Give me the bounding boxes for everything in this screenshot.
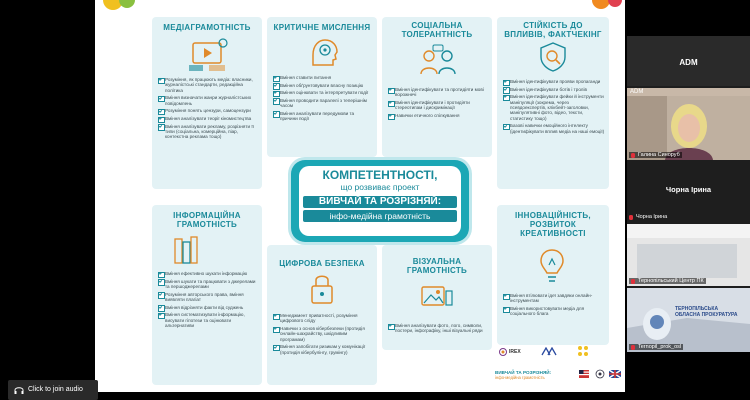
bullet: Вміння ідентифікувати та протидіяти мові ворожнечі <box>388 87 488 98</box>
bullet: Вміння проводити паралелі з теперішнім часом <box>273 98 373 109</box>
center-badge <box>291 160 469 242</box>
building-sign <box>675 306 738 318</box>
bullet: Вміння аналізувати рекламу, розрізняти її типи (соціальна, комерційна, пiар, контекстна реклама тощо) <box>158 124 258 140</box>
bullet: Вміння шукати та працювати з джерелами та першоджерелами <box>158 279 258 290</box>
participant-name-label <box>629 214 667 220</box>
tile-critical-thinking <box>267 17 377 157</box>
bullet: Розуміння, як працюють медіа: власники, журналістські стандарти, редакційна політика <box>158 77 258 93</box>
tile-title: МЕДІАГРАМОТНІСТЬ <box>163 23 251 32</box>
bullet: Вміння ідентифікувати фейки й інструменти маніпуляції (зокрема, через псевдоекспертів, клікбейт-заголовки, маніпулятивні фото, відео, тексти, статистику тощо) <box>503 94 605 121</box>
tile-innovation-creativity <box>497 205 609 345</box>
participant-name-label <box>629 152 682 158</box>
participant-name: Чорна Ірина <box>636 214 668 220</box>
center-project-tagline: інфо-медійна грамотність <box>303 210 457 222</box>
tile-media-literacy <box>152 17 262 189</box>
tile-title: ВІЗУАЛЬНА ГРАМОТНІСТЬ <box>406 257 468 275</box>
lightbulb-icon <box>537 247 567 285</box>
bullet: Менеджмент приватності, розуміння цифрового сліду <box>273 313 373 324</box>
padlock-icon <box>307 271 337 307</box>
tile-title: СОЦІАЛЬНА ТОЛЕРАНТНІСТЬ <box>401 21 473 39</box>
bullet: Вміння запобігати ризикам у комунікації (протидія кібербулінгу, грумінгу) <box>273 344 373 355</box>
bullet: Вміння ідентифікувати ботів і тролів <box>503 87 605 92</box>
brain-head-icon <box>305 35 341 71</box>
tile-information-literacy <box>152 205 262 385</box>
muted-mic-icon <box>631 153 635 158</box>
resilience-bullets <box>503 79 605 136</box>
bullet: Вміння аналізувати фото, лого, символи, постери, інфографіку, інші візуальні ряди <box>388 323 488 334</box>
bullet: Вміння ефективно шукати інформацію <box>158 271 258 276</box>
bullet: Розуміння понять цензури, самоцензури <box>158 108 258 113</box>
tile-social-tolerance <box>382 17 492 157</box>
center-title: КОМПЕТЕНТНОСТІ, <box>322 168 438 182</box>
image-gallery-icon <box>420 283 454 311</box>
participant-center-name: Чорна Ірина <box>665 185 712 194</box>
participant-name: Ternopil_prok_osl <box>638 344 682 350</box>
people-chat-icon <box>418 44 458 78</box>
social-bullets <box>388 87 488 121</box>
bullet: Вміння втілювати ідеї завдяки онлайн-інструментам <box>503 293 605 304</box>
visual-bullets <box>388 323 488 336</box>
bullet: Вміння оцінювати та інтерпретувати події <box>273 90 373 95</box>
tile-title: ІННОВАЦІЙНІСТЬ, РОЗВИТОК КРЕАТИВНОСТІ <box>515 211 591 238</box>
shield-magnifier-icon <box>535 41 571 73</box>
tile-title: КРИТИЧНЕ МИСЛЕННЯ <box>273 23 371 32</box>
innovation-bullets <box>503 293 605 319</box>
bullet: Вміння ідентифікувати прояви пропаганди <box>503 79 605 84</box>
tile-resilience-factchecking <box>497 17 609 189</box>
irex-logo-text: IREX <box>509 349 521 355</box>
muted-mic-icon <box>629 215 633 220</box>
headphones-icon <box>14 385 24 395</box>
partner-logos <box>495 344 623 390</box>
media-bullets <box>158 77 258 142</box>
participant-name-label <box>629 278 706 284</box>
join-audio-label: Click to join audio <box>28 386 83 393</box>
participant-name: Галина Синоруб <box>638 152 680 158</box>
bullet: Базові навички емоційного інтелекту (ідентифікувати вплив медіа на наші емоції) <box>503 123 605 134</box>
bullet: Вміння використовувати медіа для соціального блага <box>503 306 605 317</box>
uk-flag-logo-icon <box>609 370 621 378</box>
participant-tile-iryna[interactable] <box>627 162 750 222</box>
panel-header-title: ADM <box>679 58 698 67</box>
participant-video-galyna[interactable] <box>627 88 750 160</box>
ministry-logo-icon <box>541 347 559 356</box>
participant-video-ternopil-center[interactable] <box>627 224 750 286</box>
critical-bullets <box>273 75 373 124</box>
partner-dots-logo-icon <box>577 345 589 357</box>
participant-name: Тернопільський Центр ПК <box>638 278 704 284</box>
embassy-crest-logo-icon <box>595 369 605 379</box>
shared-slide <box>95 0 625 392</box>
bullet: Навички етичного спілкування <box>388 113 488 118</box>
bullet: Вміння аналізувати теорії кіномистецтва <box>158 116 258 121</box>
bullet: Вміння визначати жанри журналістських повідомлень <box>158 95 258 106</box>
panel-header <box>627 36 750 86</box>
participant-top-label: ADM <box>630 89 644 95</box>
project-footer-logo <box>495 370 575 380</box>
bullet: Вміння систематизувати інформацію, висувати гіпотези та оцінювати альтернативи <box>158 312 258 328</box>
muted-mic-icon <box>631 279 635 284</box>
tile-title: ІНФОРМАЦІЙНА ГРАМОТНІСТЬ <box>173 211 241 229</box>
project-footer-line2: інфо-медійна грамотність <box>495 375 545 380</box>
media-illustration-icon <box>187 35 229 73</box>
center-badge-inner <box>299 166 461 236</box>
participant-video-feed <box>627 288 750 352</box>
tile-digital-safety <box>267 245 377 385</box>
center-project-name: ВИВЧАЙ ТА РОЗРІЗНЯЙ: <box>303 196 457 208</box>
books-icon <box>172 235 200 265</box>
building-sign-line2: ОБЛАСНА ПРОКУРАТУРА <box>675 312 738 318</box>
tile-title: СТІЙКІСТЬ ДО ВПЛИВІВ, ФАКТЧЕКІНГ <box>504 21 602 39</box>
info-bullets <box>158 271 258 331</box>
irex-mark-icon <box>499 348 507 356</box>
join-audio-button[interactable] <box>8 380 98 400</box>
irex-logo <box>499 348 521 356</box>
building-sign-line1: ТЕРНОПІЛЬСЬКА <box>675 306 719 312</box>
bullet: Вміння аналізувати передумови та причини події <box>273 111 373 122</box>
bullet: Навички з основ кібербезпеки (протидія онлайн-шахрайству, шкідливим програмам) <box>273 326 373 342</box>
bullet: Розуміння авторського права, вміння виявляти плагіат <box>158 292 258 303</box>
participant-video-feed <box>627 96 750 160</box>
top-decoration <box>95 0 625 10</box>
tile-title: ЦИФРОВА БЕЗПЕКА <box>279 259 365 268</box>
participant-video-ternopil-prok[interactable] <box>627 288 750 352</box>
participant-name-label <box>629 344 683 350</box>
bullet: Вміння обґрунтовувати власну позицію <box>273 83 373 88</box>
bullet: Вміння ідентифікувати і протидіяти стереотипам і дискримінації <box>388 100 488 111</box>
participants-panel <box>627 36 750 352</box>
usa-flag-logo-icon <box>579 370 589 378</box>
digital-bullets <box>273 313 373 357</box>
bullet: Вміння ставити питання <box>273 75 373 80</box>
bullet: Вміння відрізняти факти від суджень <box>158 305 258 310</box>
tile-visual-literacy <box>382 245 492 350</box>
center-subtitle: що розвиває проект <box>340 182 420 192</box>
muted-mic-icon <box>631 345 635 350</box>
project-footer-line1: ВИВЧАЙ ТА РОЗРІЗНЯЙ: <box>495 370 552 375</box>
participant-video-feed <box>627 224 750 286</box>
